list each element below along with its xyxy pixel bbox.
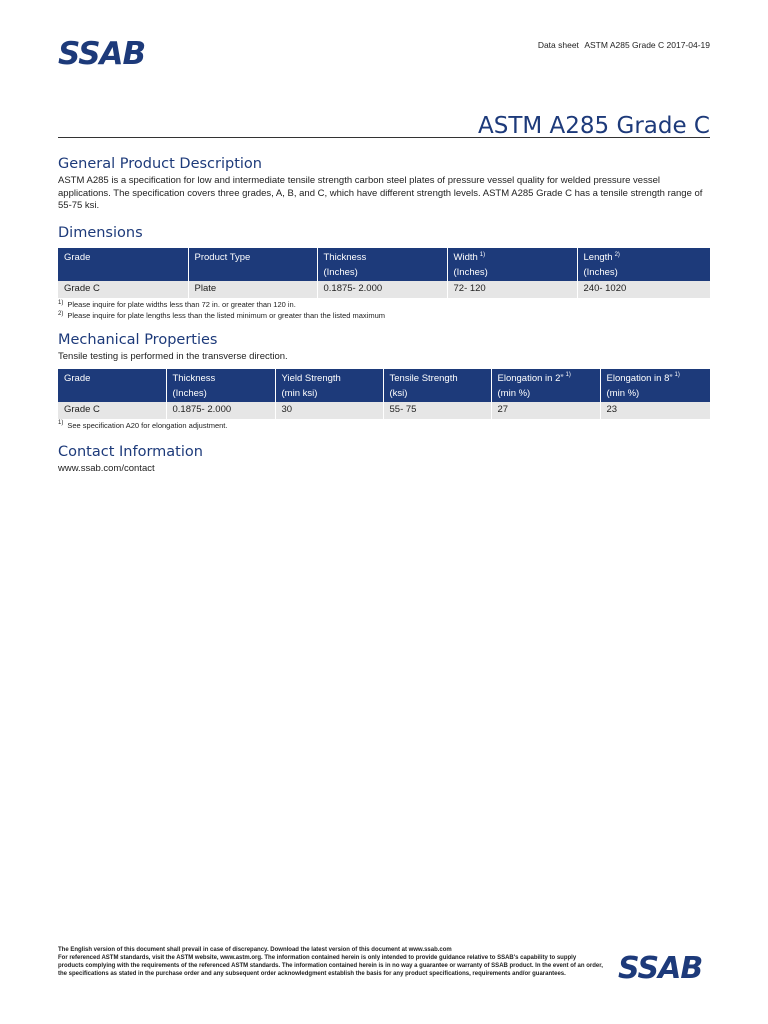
table-cell: 30 xyxy=(275,402,383,419)
column-header: Grade xyxy=(58,248,188,281)
title-divider xyxy=(58,137,710,138)
contact-section xyxy=(58,443,710,476)
header-meta xyxy=(535,40,710,50)
column-header: Thickness (Inches) xyxy=(317,248,447,281)
table-cell: 72- 120 xyxy=(447,281,577,298)
footer-line-2: For referenced ASTM standards, visit the ASTM website, www.astm.org. The information contained herein is only intended to provide guidance relative to SSAB's capability to supply products complying with the requirements of the referenced ASTM standards. The information contained herein is in no way a guarantee or warranty of SSAB product. In the event of an order, the specifications as stated in the purchase order and any subsequent order acknowledgment establish the basis for any product specifications, requirements and/or guarantees. xyxy=(58,955,603,977)
footnote-ref: 2) xyxy=(614,251,620,258)
table-cell: 0.1875- 2.000 xyxy=(317,281,447,298)
footnote-ref: 1) xyxy=(674,372,680,379)
general-description-section xyxy=(58,155,710,213)
mechanical-properties-table xyxy=(58,369,710,419)
ssab-logo-footer xyxy=(618,951,702,986)
footnote-ref: 1) xyxy=(479,251,486,258)
column-header: Length $^{2)}$ (Inches) xyxy=(577,248,710,281)
dimensions-header-row xyxy=(58,248,710,281)
general-description-text: ASTM A285 is a specification for low and intermediate tensile strength carbon steel plates of pressure vessel quality for welded pressure vessel applications. The specification covers three grades, A, B, and C, which have different strength levels. ASTM A285 Grade C has a tensile strength range of 55-75 ksi. xyxy=(58,175,703,211)
contact-link[interactable]: www.ssab.com/contact xyxy=(58,463,155,474)
footer-disclaimer xyxy=(58,946,603,978)
table-cell: Grade C xyxy=(58,402,166,419)
table-row xyxy=(58,281,710,298)
table-row xyxy=(58,402,710,419)
mechanical-properties-section xyxy=(58,331,710,431)
header-doc-ref: ASTM A285 Grade C 2017-04-19 xyxy=(584,40,710,50)
mechanical-header-row xyxy=(58,369,710,402)
column-header: Width $^{1)}$ (Inches) xyxy=(447,248,577,281)
footnote-ref: 1) xyxy=(565,372,571,379)
dimensions-section xyxy=(58,224,710,321)
dimensions-table xyxy=(58,248,710,298)
column-header: Yield Strength (min ksi) xyxy=(275,369,383,402)
table-cell: Plate xyxy=(188,281,317,298)
column-header: Tensile Strength (ksi) xyxy=(383,369,491,402)
table-cell: 55- 75 xyxy=(383,402,491,419)
column-header: Product Type xyxy=(188,248,317,281)
column-header: Elongation in 2” $^{1)}$ (min %) xyxy=(491,369,600,402)
dimensions-heading: Dimensions xyxy=(58,225,143,241)
logo-text: SSAB xyxy=(58,36,146,72)
logo-text: SSAB xyxy=(618,951,703,986)
mechanical-properties-heading: Mechanical Properties xyxy=(58,332,218,348)
ssab-logo xyxy=(58,36,145,72)
footnote: $^{1)}$ See specification A20 for elongation adjustment. xyxy=(58,420,228,430)
footer-line-1: The English version of this document shall prevail in case of discrepancy. Download the latest version of this document at www.ssab.com xyxy=(58,947,452,953)
header-label: Data sheet xyxy=(537,40,579,50)
column-header: Elongation in 8” $^{1)}$ (min %) xyxy=(600,369,710,402)
column-header: Thickness (Inches) xyxy=(166,369,275,402)
contact-heading: Contact Information xyxy=(58,444,203,460)
column-header: Grade xyxy=(58,369,166,402)
general-description-heading: General Product Description xyxy=(58,156,262,172)
table-cell: 0.1875- 2.000 xyxy=(166,402,275,419)
footnote: $^{1)}$ Please inquire for plate widths less than 72 in. or greater than 120 in. xyxy=(58,299,296,309)
table-cell: 240- 1020 xyxy=(577,281,710,298)
mechanical-properties-intro: Tensile testing is performed in the transverse direction. xyxy=(58,351,288,362)
table-cell: Grade C xyxy=(58,281,188,298)
table-cell: 23 xyxy=(600,402,710,419)
footnote: $^{2)}$ Please inquire for plate lengths less than the listed minimum or greater than the listed maximum xyxy=(58,310,385,320)
table-cell: 27 xyxy=(491,402,600,419)
page-title: ASTM A285 Grade C xyxy=(478,113,710,140)
